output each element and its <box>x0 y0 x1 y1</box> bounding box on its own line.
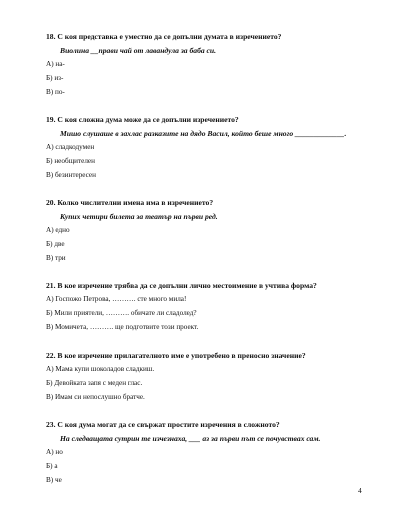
question-20-option-b: Б) две <box>46 240 65 248</box>
question-22-option-c: В) Имам си непослушно братче. <box>46 393 145 401</box>
question-20-option-a: А) едно <box>46 226 70 234</box>
question-18-option-a: А) на- <box>46 60 65 68</box>
question-18-sentence: Виолина __прави чай от лавандула за баба си. <box>60 46 217 55</box>
question-19-option-a: А) сладкодумен <box>46 143 95 151</box>
question-19-option-b: Б) необщителен <box>46 157 95 165</box>
question-23-option-a: А) но <box>46 448 63 456</box>
question-18-title: 18. С коя представка е уместно да се допълни думата в изречението? <box>46 32 282 41</box>
page-number: 4 <box>358 486 362 495</box>
question-21-title: 21. В кое изречение трябва да се допълни лично местоимение в учтива форма? <box>46 281 317 290</box>
question-21-option-c: В) Момичета, ………. ще подготвите този проект. <box>46 323 199 331</box>
question-23-title: 23. С коя дума могат да се свържат простите изречения в сложното? <box>46 420 280 429</box>
question-20-option-c: В) три <box>46 254 66 262</box>
question-18-option-c: В) по- <box>46 88 65 96</box>
question-20-title: 20. Колко числителни имена има в изречението? <box>46 198 214 207</box>
question-22-title: 22. В кое изречение прилагателното име е употребено в преносно значение? <box>46 351 306 360</box>
question-22-option-a: А) Мама купи шоколадов сладкиш. <box>46 365 155 373</box>
question-23-option-c: В) че <box>46 476 62 484</box>
question-20-sentence: Купих четири билета за театър на първи ред. <box>60 212 218 221</box>
question-19-option-c: В) безинтересен <box>46 171 96 179</box>
question-21-option-b: Б) Мили приятели, ………. обичате ли сладолед? <box>46 309 197 317</box>
question-23-sentence: На следващата сутрин те изчезнаха, ___ аз за първи път се почувствах сам. <box>60 434 321 443</box>
question-22-option-b: Б) Девойката запя с меден глас. <box>46 379 143 387</box>
question-18-option-b: Б) из- <box>46 74 64 82</box>
question-23-option-b: Б) а <box>46 462 58 470</box>
question-21-option-a: А) Госпожо Петрова, ………. сте много мила! <box>46 295 187 303</box>
question-19-sentence: Мишо слушаше в захлас разказите на дядо Васил, който беше много _____________. <box>60 129 347 138</box>
question-19-title: 19. С коя сложна дума може да се допълни изречението? <box>46 115 239 124</box>
